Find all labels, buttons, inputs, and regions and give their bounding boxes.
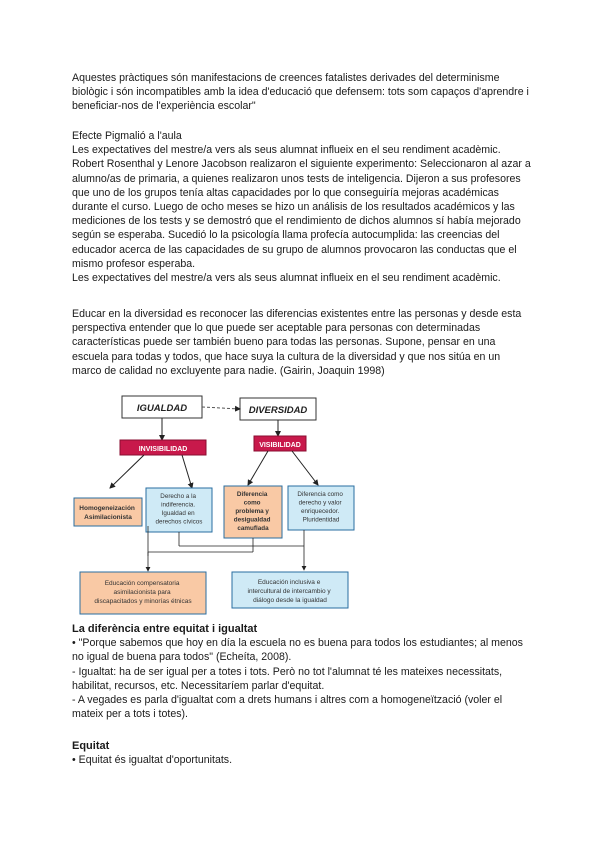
item-drets-humans: - A vegades es parla d'igualtat com a drets humans i altres com a homogeneïtzació (voler el mateix per a tots i totes). bbox=[72, 694, 503, 721]
svg-text:Derecho a la indiferencia. bbox=[156, 493, 203, 526]
bullet-echeita: • "Porque sabemos que hoy en día la escuela no es buena para todos los estudiantes; al menos no igual de buena para todos" (Echeíta, 2008). bbox=[72, 637, 523, 664]
pygmalion-body: Robert Rosenthal y Lenore Jacobson realizaron el siguiente experimento: Seleccionaron al azar a alumno/as de primaria, a quienes realizaron unos tests de inteligencia. Dijeron a sus profesores que uno de los grupos tenía altas capacidades por lo que conseguiría mejoras académicas durante el curso. Luego de ocho meses se hizo un análisis de los resultados académicos y las mediciones de los tests y se demostró que el rendimiento de dichos alumnos sí había mejorado según se esperaba. Sucedió lo la psicología llama profecía autocumplida: las creencias del educador acerca de las capacidades de su grupo de alumnos provocaron las conductas que el mismo profesor esperaba. bbox=[72, 158, 531, 270]
diferencia-problema-line2: como bbox=[243, 499, 261, 507]
equity-equality-section bbox=[72, 622, 532, 721]
homogeneizacion-line1: Homogeneización bbox=[79, 505, 135, 512]
derecho-line1: Derecho a la bbox=[160, 493, 196, 500]
homogeneizacion-line2: Asimilacionista bbox=[84, 514, 132, 521]
diferencia-problema-line3: problema y bbox=[235, 508, 269, 515]
pygmalion-title: Efecte Pigmalió a l'aula bbox=[72, 130, 182, 142]
inclusiva-line2: intercultural de intercambio y bbox=[247, 588, 331, 595]
compensatoria-line3: discapacitados y minorías étnicas bbox=[94, 598, 192, 605]
section-title-equitat-igualtat: La diferència entre equitat i igualtat bbox=[72, 623, 258, 635]
diferencia-derecho-line3: enriquecedor. bbox=[301, 508, 340, 515]
diferencia-derecho-line2: derecho y valor bbox=[298, 499, 342, 507]
igualdad-label: IGUALDAD bbox=[136, 403, 188, 414]
paragraph-determinism: Aquestes pràctiques són manifestacions de creences fatalistes derivades del determinisme biològic i són incompatibles amb la idea d'educació que defensem: tots som capaços d'aprendre i beneficiar-nos de l'experiència escolar" bbox=[72, 72, 529, 113]
diferencia-derecho-line4: Pluridentidad bbox=[302, 516, 340, 524]
homogeneizacion-box bbox=[74, 498, 142, 526]
svg-text:Diferencia como proble bbox=[234, 491, 273, 532]
pygmalion-line-end: Les expectatives del mestre/a vers als seus alumnat influeix en el seu rendiment acadèmic. bbox=[72, 272, 501, 285]
inclusiva-line3: diálogo desde la igualdad bbox=[253, 597, 327, 604]
svg-text:Diferencia como derecho y bbox=[297, 491, 344, 524]
derecho-line2: indiferencia. bbox=[161, 501, 196, 509]
compensatoria-line1: Educación compensatoria bbox=[104, 580, 180, 587]
diferencia-problema-line4: desigualdad bbox=[233, 516, 271, 524]
pygmalion-line1: Les expectatives del mestre/a vers als seus alumnat influeix en el seu rendiment acadèmic. bbox=[72, 144, 501, 157]
derecho-line4: derechos cívicos bbox=[155, 518, 203, 526]
paragraph-diversity: Educar en la diversidad es reconocer las diferencias existentes entre las personas y desde esta perspectiva entender que lo que puede ser aceptable para personas con determinadas características puede ser también bueno para todas las personas. Supone, pensar en una escuela para todas y todos, que hace suya la cultura de la diversidad y que nos sitúa en un marco de calidad no excluyente para nadie. (Gairin, Joaquin 1998) bbox=[72, 308, 522, 377]
intro-paragraph bbox=[72, 71, 532, 114]
derecho-line3: Igualdad en bbox=[161, 510, 195, 517]
bullet-equitat: • Equitat és igualtat d'oportunitats. bbox=[72, 754, 233, 767]
diferencia-problema-line1: Diferencia bbox=[236, 491, 268, 498]
svg-text:Educación inclusiva e inte bbox=[248, 579, 333, 604]
item-igualtat: - Igualtat: ha de ser igual per a totes i tots. Però no tot l'alumnat té les mateixes necessitats, habilitat, recursos, etc. Necessitaríem parlar d'equitat. bbox=[72, 665, 503, 692]
diferencia-problema-line5: camuflada bbox=[237, 525, 269, 532]
diversidad-label: DIVERSIDAD bbox=[248, 405, 308, 416]
compensatoria-line2: asimilacionista para bbox=[113, 589, 171, 596]
equality-diversity-diagram bbox=[72, 388, 362, 618]
inclusiva-line1: Educación inclusiva e bbox=[257, 579, 321, 586]
section-title-equitat: Equitat bbox=[72, 740, 110, 752]
diversity-paragraph bbox=[72, 307, 532, 378]
invisibilidad-label: INVISIBILIDAD bbox=[138, 446, 188, 453]
equitat-section bbox=[72, 739, 532, 767]
diferencia-derecho-line1: Diferencia como bbox=[297, 491, 343, 498]
pygmalion-section bbox=[72, 129, 532, 285]
visibilidad-label: VISIBILIDAD bbox=[259, 442, 301, 449]
